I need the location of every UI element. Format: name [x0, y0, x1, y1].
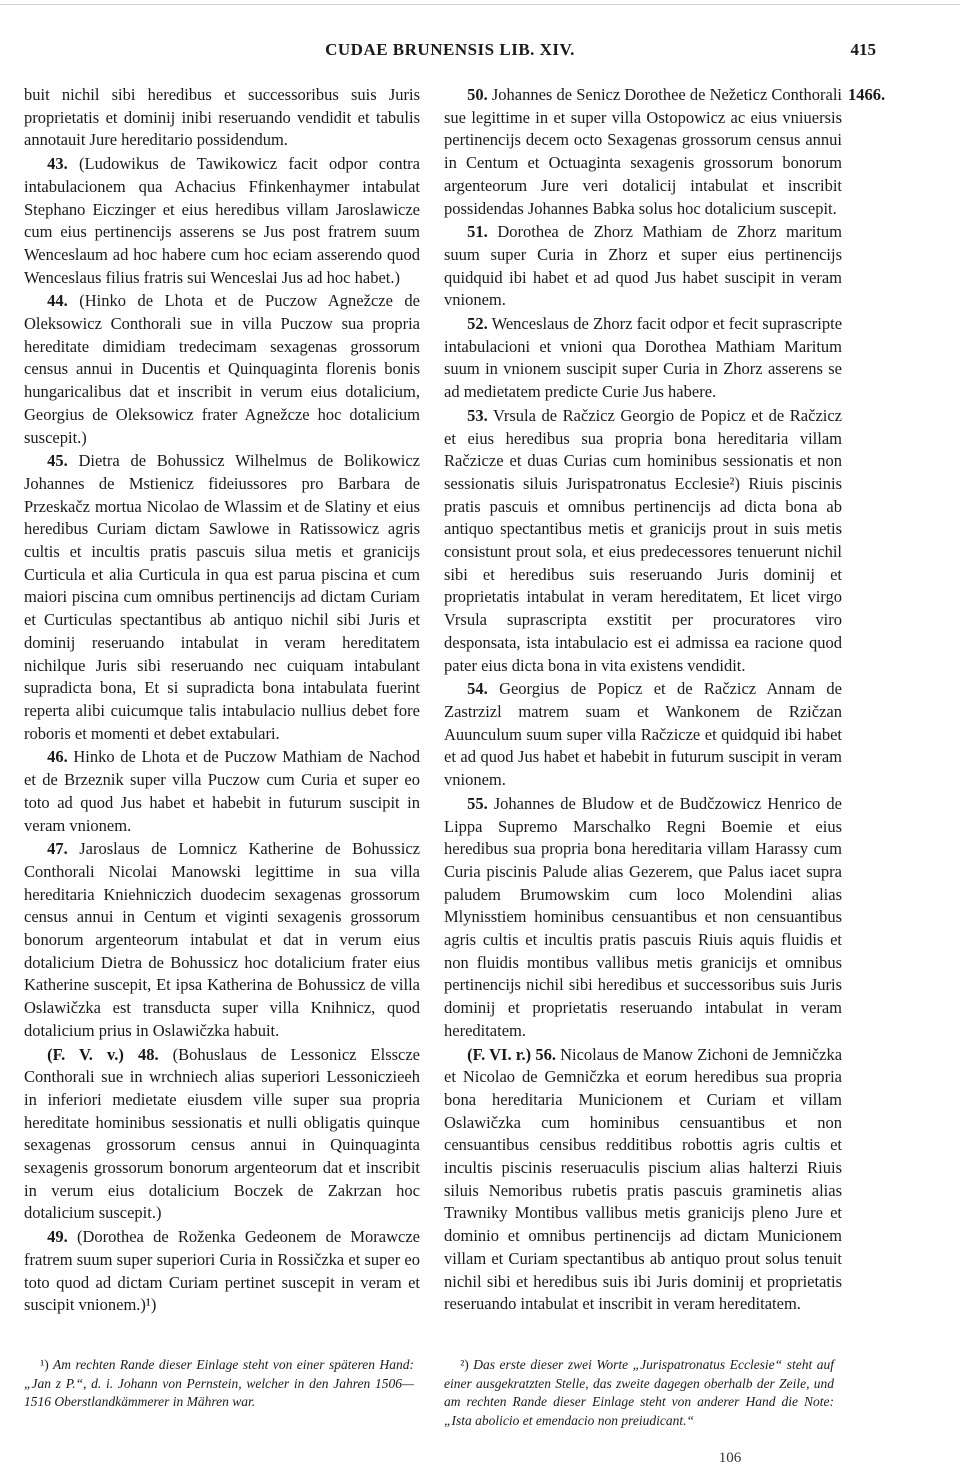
entry-text: Dorothea de Zhorz Mathiam de Zhorz maritum suum super Curia in Zhorz et super eius pertinencijs quidquid ibi habet et ad quod Jus habet suscipit in veram vnionem.: [444, 222, 842, 310]
paragraph-entry: [444, 1044, 842, 1316]
entry-text: Jaroslaus de Lomnicz Katherine de Bohussicz Conthorali Nicolai Manowski legittime in sua villa hereditaria Kniehniczich duodecim sexagenas grossorum census annui in Centum et viginti sexagenis grossorum bonorum argenteorum intabulat et dat in verum eius dotalicium Dietra de Bohussicz hoc dotalicium frater eius Katherine suscepit, Et ipsa Katherina de Bohussicz de villa Oslawičzka est transducta super villa Knihnicz, quod dotalicium prius in Oslawičzka habuit.: [24, 839, 420, 1040]
entry-number: 44.: [47, 291, 68, 311]
paragraph-entry: [24, 84, 420, 152]
entry-text: Dietra de Bohussicz Wilhelmus de Bolikowicz Johannes de Mstienicz fideiussores pro Barbara de Przeskačz mortua Nicolao de Wlassim et de Slatiny et eius heredibus Curiam dictam Sawlowe in Ratissowicz agris cultis et incultis pratis pascuis silua metis et granicijs Curticula et alia Curticula in qua est parua piscina et cum maiori piscina cum omnibus pertinencijs ad dictam Curiam et Curticulas spectantibus ab antiquo nichil sibi Juris et dominij reseruando intabulat in veram hereditatem nichilque Juris sibi reseruando nec cuiquam intabulant supradicta bona, Et si supradicta bona intabulata fuerint reperta alibi cuicumque talis intabulacio nullius debet fore roboris et momenti et debet extabulari.: [24, 451, 421, 743]
paragraph-entry: [24, 450, 420, 745]
paragraph-entry: [24, 746, 420, 837]
paragraph-entry: [444, 313, 842, 404]
paragraph-entry: [444, 84, 842, 220]
top-rule: [0, 4, 960, 5]
entry-text: (Bohuslaus de Lessonicz Elsscze Conthorali sue in wrchniech alias superiori Lessoniczieeh in inferiori medietate eiusdem ville super sua propria hereditate hominibus sessionatis et nulli obligatis quinque sexagenas grossorum census annui in Quinquaginta sexagenis grossorum bonorum argenteorum dat et inscribit in verum eius dotalicium Boczek de Zakrzan hoc dotalicium suscepit.): [24, 1044, 421, 1223]
footnote-1: [24, 1356, 414, 1412]
footnote-mark: ²): [460, 1357, 469, 1372]
entry-number: 49.: [47, 1227, 68, 1247]
entry-number: 51.: [467, 222, 488, 242]
paragraph-entry: [444, 221, 842, 312]
footnote-right: [444, 1356, 834, 1430]
entry-number: 47.: [47, 839, 68, 859]
footnote-mark: ¹): [40, 1357, 49, 1372]
paragraph-entry: [24, 1226, 420, 1317]
entry-text: Wenceslaus de Zhorz facit odpor et fecit suprascripte intabulacioni et vnioni qua Dorothea Mathiam Maritum suum in vnionem suscipit super Curia in Zhorz asserens se ad medietatem predicte Curie Jus habere.: [444, 314, 843, 402]
entry-text: Hinko de Lhota et de Puczow Mathiam de Nachod et de Brzeznik super villa Puczow cum Curia et super eo toto ad quod Jus habet et habebit in futurum suscipit in veram vnionem.: [24, 747, 421, 835]
left-column: [24, 84, 420, 1317]
entry-text: (Ludowikus de Tawikowicz facit odpor contra intabulacionem qua Achacius Ffinkenhaymer intabulat Stephano Eiczinger et eius heredibus villam Jaroslawicze cum eius pertinencijs asserens se Jus post fratrem suum Wenceslaum ad hoc habere cum hoc eciam asserendo quod Wenceslaus filius fratris sui Wenceslai Jus ad hoc habet.): [24, 154, 421, 287]
entry-number: (F. V. v.) 48.: [47, 1044, 159, 1064]
entry-number: 54.: [467, 679, 488, 699]
entry-number: 46.: [47, 747, 68, 767]
entry-number: 53.: [467, 405, 488, 425]
paragraph-entry: [24, 1044, 420, 1226]
entry-number: (F. VI. r.) 56.: [467, 1044, 556, 1064]
paragraph-entry: [24, 838, 420, 1042]
entry-number: 55.: [467, 793, 488, 813]
footnote-text: Am rechten Rande dieser Einlage steht von einer späteren Hand: „Jan z P.“, d. i. Johann von Pernstein, welcher in den Jahren 1506—1516 Oberstlandkämmerer in Mähren war.: [24, 1357, 414, 1409]
running-title: CUDAE BRUNENSIS LIB. XIV.: [325, 40, 575, 59]
right-column: [444, 84, 842, 1316]
paragraph-entry: [444, 405, 842, 677]
entry-number: 45.: [47, 451, 68, 471]
entry-number: 52.: [467, 314, 488, 334]
paragraph-entry: [24, 290, 420, 449]
entry-number: 50.: [467, 85, 488, 104]
entry-text: (Dorothea de Roženka Gedeonem de Morawcze fratrem suum super superiori Curia in Rossičzka et super eo toto quod ad dictam Curiam pertinet suscepit in veram et suscipit vnionem.)¹): [24, 1227, 421, 1315]
page-header: [24, 40, 876, 66]
entry-number: 43.: [47, 154, 68, 174]
entry-text: buit nichil sibi heredibus et successoribus suis Juris proprietatis et dominij inibi reseruando vendidit et tabulis annotauit Jure hereditario possidendum.: [24, 85, 420, 150]
entry-text: Johannes de Bludow et de Budčzowicz Henrico de Lippa Supremo Marschalko Regni Boemie et eius heredibus sua propria bona hereditaria villam Harassy cum Curia piscinis Palude alias Gezerem, que Palus iacet supra paludem Brumowskim cum loco Molendini alias Mlynisstiem hominibus censuantibus et non censuantibus agris cultis et incultis pratis pascuis Riuis aquis fluidis et non fluidis montibus vallibus metis granicijs et omnibus pertinencijs nichil sibi heredibus et successoribus suis Juris dominij et proprietatis reseruando intabulat in veram hereditatem.: [444, 793, 842, 1040]
entry-text: (Hinko de Lhota et de Puczow Agnežcze de Oleksowicz Conthorali sue in villa Puczow sua propria hereditate dimidiam tredecimam sexagenas grossorum census annui in Ducentis et Quinquaginta florenis bonis hungaricalibus dat et inscribit in verum eius dotalicium, Georgius de Oleksowicz frater Agnežcze hoc dotalicium suscepit.): [24, 291, 420, 447]
paragraph-entry: [444, 793, 842, 1043]
footnote-text: Das erste dieser zwei Worte „Jurispatronatus Ecclesie“ steht auf einer ausgekratzten Stelle, das zweite dagegen oberhalb der Zeile, und am rechten Rande dieser Einlage steht von anderer Hand die Note: „Ista abolicio et emendacio non preiudicant.“: [444, 1357, 834, 1428]
signature-mark: 106: [718, 1450, 742, 1466]
margin-year: 1466.: [848, 85, 886, 104]
footnote-left: [24, 1356, 414, 1412]
paragraph-entry: [24, 153, 420, 289]
paragraph-entry: [444, 678, 842, 792]
footnote-2: [444, 1356, 834, 1430]
entry-text: Nicolaus de Manow Zichoni de Jemničzka et Nicolao de Gemničzka et eorum heredibus sua propria bona hereditaria Municionem et Curiam et villam Oslawičzka cum hominibus censuantibus et non censuantibus censibus redditibus robottis agris cultis et incultis piscinis reseruaculis piscium alias halterzi Riuis siluis Nemoribus rubetis pratis pascuis graminetis alias Trawniky Montibus vallibus metis granicijs pleno Jure et dominio et omnibus pertinencijs ad dictam Municionem villam et Curiam spectantibus ab antiquo prout solus tenuit nichil sibi et heredibus suis ibi Juris dominij et proprietatis reseruando intabulat et inscribit in veram hereditatem.: [444, 1044, 843, 1314]
entry-text: Georgius de Popicz et de Račzicz Annam de Zastrzizl matrem suam et Wankonem de Rzičzan Auunculum suum super villa Račzicze et quidquid ibi habet et ad quod Jus habet et habebit in futurum suscipit in veram vnionem.: [444, 679, 842, 790]
page-number: 415: [850, 40, 876, 59]
entry-text: Johannes de Senicz Dorothee de Nežeticz Conthorali sue legittime in et super villa Ostopowicz ac eius vniuersis pertinencijs decem octo Sexagenas grossorum census annui in Centum et Octuaginta sexagenis grossorum bonorum argenteorum Jure veri dotalicij intabulat et inscribit possidendas Johannes Babka solus hoc dotalicium suscepit.: [444, 85, 842, 218]
entry-text: Vrsula de Račzicz Georgio de Popicz et de Račzicz et eius heredibus sua propria bona hereditaria villam Račzicze et duas Curias cum hominibus sessionatis et non sessionatis siluis Jurispatronatus Ecclesie²) Riuis piscinis pratis pascuis et omnibus pertinencijs ad dicta bona ab antiquo spectantibus metis et granicijs prout in suis metis consistunt prout sola, et eius predecessores tenuerunt nichil sibi et heredibus suis reseruando Juris dominij et proprietatis intabulat in veram hereditatem, Et licet virgo Vrsula suprascripta exstitit per procuratores viro desponsata, ista intabulacio est ei admissa ea racione quod pater eius dicta bona in vita existens vendidit.: [444, 405, 843, 675]
